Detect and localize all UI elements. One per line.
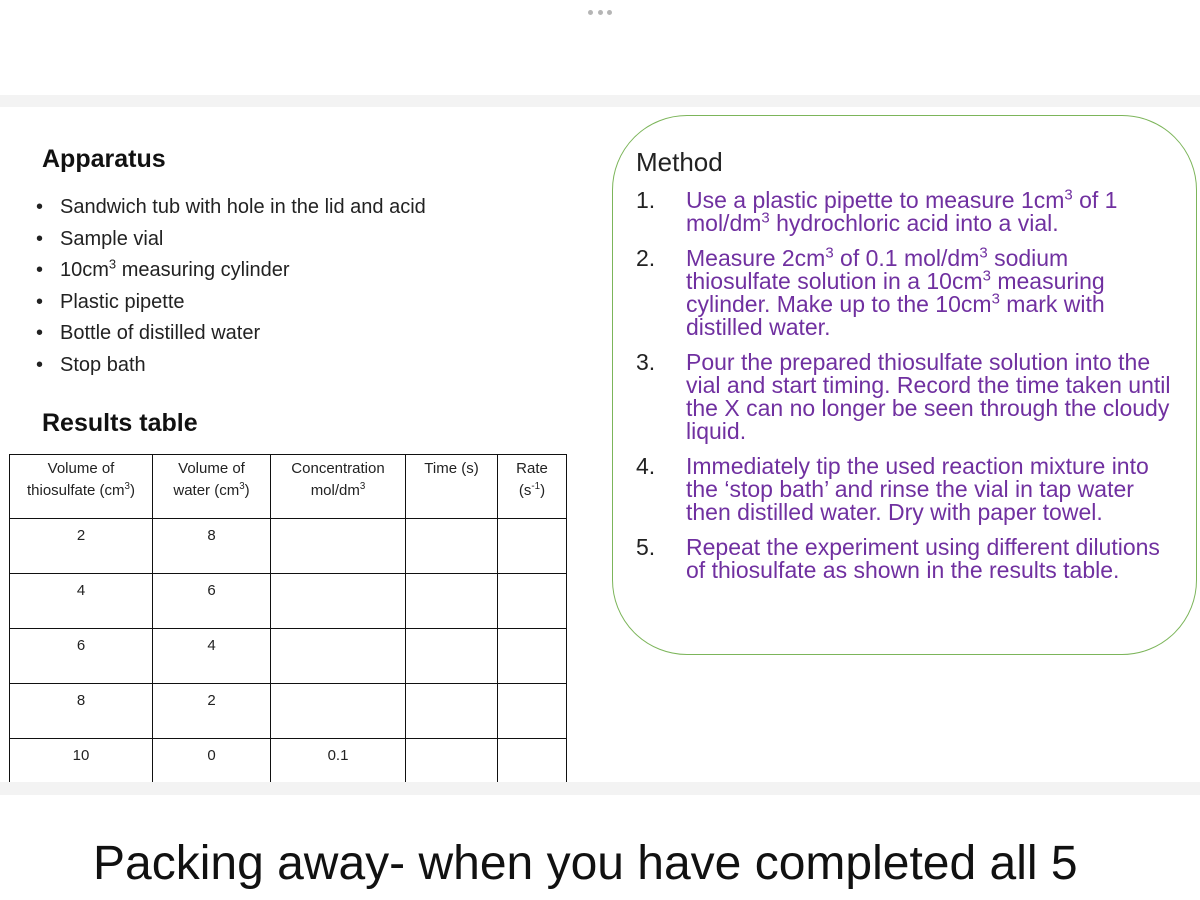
bullet-icon: • (36, 227, 44, 250)
superscript: 3 (991, 290, 1000, 308)
table-cell (406, 684, 498, 739)
superscript: 3 (359, 481, 366, 492)
table-cell: 8 (153, 519, 271, 574)
apparatus-item-text (60, 351, 146, 383)
apparatus-item-label: Sandwich tub with hole in the lid and acid (60, 196, 426, 218)
column-header (498, 455, 567, 519)
column-header (153, 455, 271, 519)
apparatus-item-text (60, 225, 163, 257)
superscript: 3 (825, 244, 834, 262)
column-header-text-end: ) (244, 482, 250, 499)
table-row (10, 629, 567, 684)
table-cell (498, 684, 567, 739)
apparatus-item (36, 319, 426, 351)
table-cell (271, 574, 406, 629)
method-step (636, 244, 1176, 340)
table-cell (406, 519, 498, 574)
table-cell: 6 (10, 629, 153, 684)
apparatus-item-label: Bottle of distilled water (60, 322, 261, 344)
column-header (406, 455, 498, 519)
superscript: 3 (979, 244, 988, 262)
superscript: 3 (982, 267, 991, 285)
method-step-text-part: Measure 2cm (686, 245, 826, 271)
column-header-line2 (271, 480, 405, 502)
column-header-text: mol/dm (310, 482, 360, 499)
method-step-text (686, 455, 1176, 524)
method-step-number: 5. (636, 534, 656, 560)
column-header-line2 (498, 480, 566, 502)
bullet-icon: • (36, 290, 44, 313)
table-cell (498, 519, 567, 574)
column-header-line1: Time (s) (424, 460, 479, 477)
column-header-line2 (153, 480, 270, 502)
apparatus-list (36, 193, 426, 382)
method-list (636, 186, 1176, 594)
column-header-text: water (cm (173, 482, 240, 499)
bullet-icon: • (36, 259, 44, 281)
table-row (10, 574, 567, 629)
table-cell (271, 684, 406, 739)
slide-separator-bottom (0, 782, 1200, 795)
table-cell (271, 519, 406, 574)
apparatus-item (36, 193, 426, 225)
results-table (9, 454, 567, 794)
column-header-line1: Concentration (291, 460, 385, 477)
method-step-text-part: hydrochloric acid into a vial. (769, 210, 1059, 236)
method-step-number: 2. (636, 245, 656, 271)
column-header-line1: Rate (516, 460, 548, 477)
column-header (10, 455, 153, 519)
method-step-text-part: measuring cylinder. Make up to the 10cm (686, 268, 1105, 317)
dot (607, 10, 612, 15)
method-step-text-part: mark with distilled water. (686, 291, 1105, 340)
method-step-text-part: sodium thiosulfate solution in a 10cm (686, 245, 1069, 294)
next-slide-title: Packing away- when you have completed all 5 (93, 837, 1078, 890)
method-step (636, 536, 1176, 582)
method-step-text-part: of 1 mol/dm (686, 187, 1118, 236)
method-heading: Method (636, 147, 723, 177)
apparatus-item (36, 225, 426, 257)
superscript: 3 (108, 256, 117, 272)
method-step (636, 351, 1176, 443)
table-cell: 4 (10, 574, 153, 629)
column-header-line1: Volume of (178, 460, 245, 477)
apparatus-item-label-rest: measuring cylinder (116, 259, 290, 281)
column-header-line2 (10, 480, 152, 502)
apparatus-item-label: Plastic pipette (60, 290, 185, 313)
apparatus-item-text (60, 319, 260, 351)
method-step-text-part: Immediately tip the used reaction mixture into the ‘stop bath’ and rinse the vial in tap water then distilled water. Dry with paper towel. (686, 453, 1149, 525)
table-cell (406, 574, 498, 629)
table-cell (498, 574, 567, 629)
apparatus-item-text (60, 193, 426, 225)
superscript: -1 (531, 481, 541, 492)
superscript: 3 (239, 481, 245, 492)
method-step-text-part: Pour the prepared thiosulfate solution into the vial and start timing. Record the time taken until the X can no longer be seen through the cloudy liquid. (686, 349, 1171, 444)
apparatus-item-label: Stop bath (60, 353, 146, 376)
table-cell: 2 (10, 519, 153, 574)
column-header-text-end: ) (540, 482, 546, 499)
apparatus-item-text (60, 288, 185, 320)
method-step-text-part: Repeat the experiment using different dilutions of thiosulfate as shown in the results table. (686, 534, 1160, 583)
apparatus-item-label: 10cm (60, 259, 109, 281)
table-cell: 10 (10, 739, 153, 794)
bullet-icon: • (36, 196, 44, 218)
apparatus-item-label: Sample vial (60, 227, 164, 250)
column-header-text: thiosulfate (cm (27, 482, 125, 499)
table-cell (406, 629, 498, 684)
method-step (636, 455, 1176, 524)
table-row (10, 519, 567, 574)
table-cell: 0 (153, 739, 271, 794)
table-cell: 8 (10, 684, 153, 739)
method-step-number: 1. (636, 187, 656, 213)
apparatus-item (36, 256, 426, 288)
table-cell: 0.1 (271, 739, 406, 794)
superscript: 3 (1064, 186, 1073, 204)
method-step-number: 4. (636, 453, 656, 479)
table-cell: 4 (153, 629, 271, 684)
method-step-text (686, 536, 1176, 582)
table-cell (498, 629, 567, 684)
dot (588, 10, 593, 15)
method-step (636, 186, 1176, 236)
apparatus-heading: Apparatus (42, 145, 166, 173)
column-header-text-end: ) (129, 482, 135, 499)
column-header-line1: Volume of (47, 460, 115, 477)
table-cell: 6 (153, 574, 271, 629)
table-row (10, 684, 567, 739)
apparatus-item-text (60, 256, 290, 288)
column-header-text: (s (518, 482, 532, 499)
apparatus-item (36, 351, 426, 383)
apparatus-item (36, 288, 426, 320)
table-cell: 2 (153, 684, 271, 739)
bullet-icon: • (36, 353, 44, 376)
superscript: 3 (761, 209, 770, 227)
column-header (271, 455, 406, 519)
method-step-text (686, 186, 1176, 236)
method-step-number: 3. (636, 349, 656, 375)
table-header-row (10, 455, 567, 519)
results-table-heading: Results table (42, 409, 198, 437)
table-cell (271, 629, 406, 684)
slide (0, 107, 1200, 782)
method-step-text-part: Use a plastic pipette to measure 1cm (686, 187, 1065, 213)
superscript: 3 (124, 481, 130, 492)
more-options-icon[interactable] (588, 6, 612, 18)
method-step-text (686, 244, 1176, 340)
slide-separator-top (0, 95, 1200, 107)
method-step-text (686, 351, 1176, 443)
bullet-icon: • (36, 322, 44, 344)
method-step-text-part: of 0.1 mol/dm (833, 245, 980, 271)
dot (598, 10, 603, 15)
